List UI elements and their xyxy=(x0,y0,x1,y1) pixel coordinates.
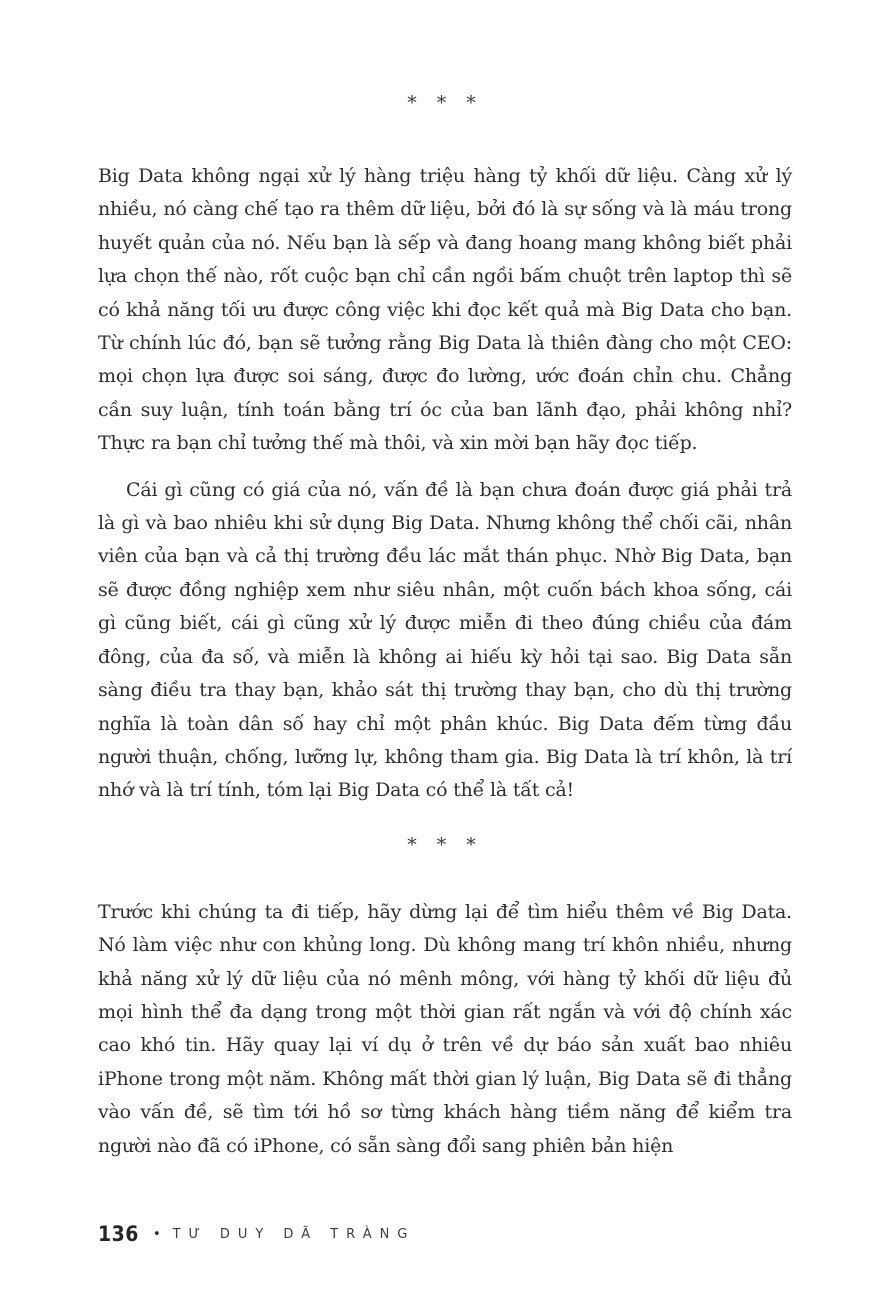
page-body-text xyxy=(98,92,792,1163)
page-footer xyxy=(98,1222,415,1246)
paragraph: Cái gì cũng có giá của nó, vấn đề là bạn chưa đoán được giá phải trả là gì và bao nhiêu khi sử dụng Big Data. Nhưng không thể chối cãi, nhân viên của bạn và cả thị trường đều lác mắt thán phục. Nhờ Big Data, bạn sẽ được đồng nghiệp xem như siêu nhân, một cuốn bách khoa sống, cái gì cũng biết, cái gì cũng xử lý được miễn đi theo đúng chiều của đám đông, của đa số, và miễn là không ai hiếu kỳ hỏi tại sao. Big Data sẵn sàng điều tra thay bạn, khảo sát thị trường thay bạn, cho dù thị trường nghĩa là toàn dân số hay chỉ một phân khúc. Big Data đếm từng đầu người thuận, chống, lưỡng lự, không tham gia. Big Data là trí khôn, là trí nhớ và là trí tính, tóm lại Big Data có thể là tất cả! xyxy=(98,478,792,802)
footer-bullet-icon: • xyxy=(152,1226,161,1242)
paragraph: Trước khi chúng ta đi tiếp, hãy dừng lại để tìm hiểu thêm về Big Data. Nó làm việc như con khủng long. Dù không mang trí khôn nhiều, nhưng khả năng xử lý dữ liệu của nó mênh mông, với hàng tỷ khối dữ liệu đủ mọi hình thể đa dạng trong một thời gian rất ngắn và với độ chính xác cao khó tin. Hãy quay lại ví dụ ở trên về dự báo sản xuất bao nhiêu iPhone trong một năm. Không mất thời gian lý luận, Big Data sẽ đi thẳng vào vấn đề, sẽ tìm tới hồ sơ từng khách hàng tiềm năng để kiểm tra người nào đã có iPhone, có sẵn sàng đổi sang phiên bản hiện xyxy=(98,900,792,1157)
page-number: 136 xyxy=(98,1222,139,1246)
scene-break-separator-top: * * * xyxy=(407,92,483,114)
scene-break-separator-middle: * * * xyxy=(407,833,483,856)
book-title: TƯ DUY DÃ TRÀNG xyxy=(172,1226,416,1242)
paragraph: Big Data không ngại xử lý hàng triệu hàng tỷ khối dữ liệu. Càng xử lý nhiều, nó càng chế tạo ra thêm dữ liệu, bởi đó là sự sống và là máu trong huyết quản của nó. Nếu bạn là sếp và đang hoang mang không biết phải lựa chọn thế nào, rốt cuộc bạn chỉ cần ngồi bấm chuột trên laptop thì sẽ có khả năng tối ưu được công việc khi đọc kết quả mà Big Data cho bạn. Từ chính lúc đó, bạn sẽ tưởng rằng Big Data là thiên đàng cho một CEO: mọi chọn lựa được soi sáng, được đo lường, ước đoán chỉn chu. Chẳng cần suy luận, tính toán bằng trí óc của ban lãnh đạo, phải không nhỉ? Thực ra bạn chỉ tưởng thế mà thôi, và xin mời bạn hãy đọc tiếp. xyxy=(98,165,792,455)
